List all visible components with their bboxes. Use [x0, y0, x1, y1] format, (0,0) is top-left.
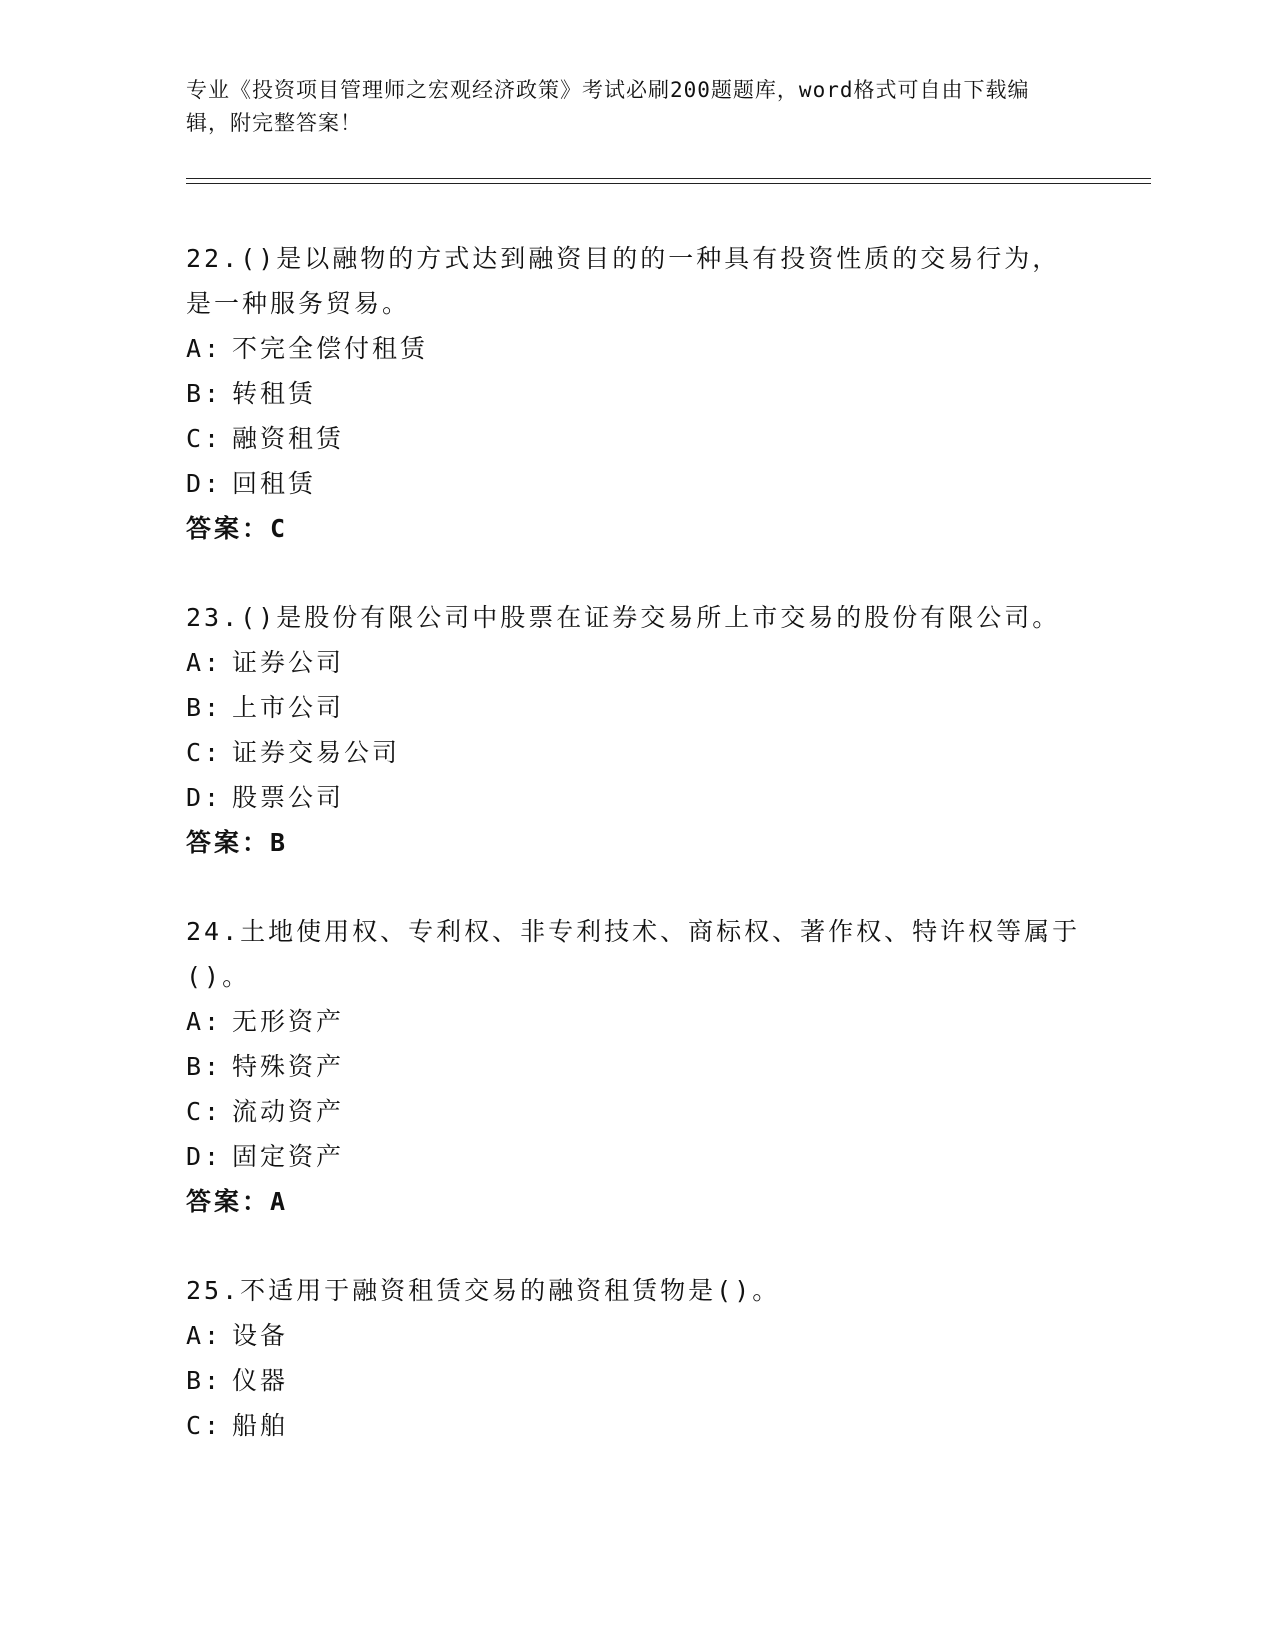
option-b: [186, 685, 1086, 730]
option-letter: C:: [186, 738, 223, 767]
option-text: 特殊资产: [232, 1052, 345, 1081]
answer-value: B: [270, 828, 289, 857]
option-letter: B:: [186, 693, 223, 722]
option-text: 流动资产: [232, 1097, 345, 1126]
option-d: [186, 1134, 1086, 1179]
option-letter: C:: [186, 1097, 223, 1126]
option-c: [186, 1403, 1086, 1448]
question-stem: 25.不适用于融资租赁交易的融资租赁物是()。: [186, 1276, 781, 1305]
option-c: [186, 416, 1086, 461]
question-25: [186, 1268, 1086, 1448]
option-text: 船舶: [232, 1411, 289, 1440]
option-letter: B:: [186, 1366, 223, 1395]
option-c: [186, 1089, 1086, 1134]
option-letter: B:: [186, 379, 223, 408]
option-a: [186, 999, 1086, 1044]
option-text: 回租赁: [232, 469, 317, 498]
option-text: 转租赁: [232, 379, 317, 408]
question-22: [186, 236, 1086, 551]
option-text: 设备: [232, 1321, 289, 1350]
option-letter: D:: [186, 469, 223, 498]
document-header: 专业《投资项目管理师之宏观经济政策》考试必刷200题题库，word格式可自由下载编辑，附完整答案！: [186, 78, 1030, 135]
option-text: 无形资产: [232, 1007, 345, 1036]
option-a: [186, 326, 1086, 371]
header-rule-top: [186, 178, 1151, 179]
answer-value: A: [270, 1187, 289, 1216]
option-text: 融资租赁: [232, 424, 345, 453]
header-rule-bottom: [186, 183, 1151, 184]
option-c: [186, 730, 1086, 775]
option-letter: D:: [186, 783, 223, 812]
option-text: 固定资产: [232, 1142, 345, 1171]
option-letter: D:: [186, 1142, 223, 1171]
question-24: [186, 909, 1086, 1224]
answer-line: [186, 1179, 1086, 1224]
option-letter: A:: [186, 334, 223, 363]
answer-line: [186, 506, 1086, 551]
option-b: [186, 1044, 1086, 1089]
answer-label: 答案：: [186, 1187, 271, 1216]
option-letter: C:: [186, 424, 223, 453]
option-letter: B:: [186, 1052, 223, 1081]
option-letter: A:: [186, 1007, 223, 1036]
option-text: 证券交易公司: [232, 738, 401, 767]
option-b: [186, 1358, 1086, 1403]
answer-label: 答案：: [186, 828, 271, 857]
question-stem: 24.土地使用权、专利权、非专利技术、商标权、著作权、特许权等属于()。: [186, 917, 1081, 991]
answer-line: [186, 820, 1086, 865]
answer-label: 答案：: [186, 514, 271, 543]
option-text: 股票公司: [232, 783, 345, 812]
question-23: [186, 595, 1086, 865]
option-text: 仪器: [232, 1366, 289, 1395]
option-a: [186, 640, 1086, 685]
question-list: [186, 236, 1086, 1492]
answer-value: C: [270, 514, 289, 543]
option-letter: A:: [186, 1321, 223, 1350]
option-text: 上市公司: [232, 693, 345, 722]
option-b: [186, 371, 1086, 416]
option-letter: A:: [186, 648, 223, 677]
option-text: 证券公司: [232, 648, 345, 677]
option-d: [186, 461, 1086, 506]
option-d: [186, 775, 1086, 820]
option-text: 不完全偿付租赁: [232, 334, 429, 363]
option-letter: C:: [186, 1411, 223, 1440]
question-stem: 23.()是股份有限公司中股票在证券交易所上市交易的股份有限公司。: [186, 603, 1061, 632]
option-a: [186, 1313, 1086, 1358]
question-stem: 22.()是以融物的方式达到融资目的的一种具有投资性质的交易行为，是一种服务贸易。: [186, 244, 1061, 318]
